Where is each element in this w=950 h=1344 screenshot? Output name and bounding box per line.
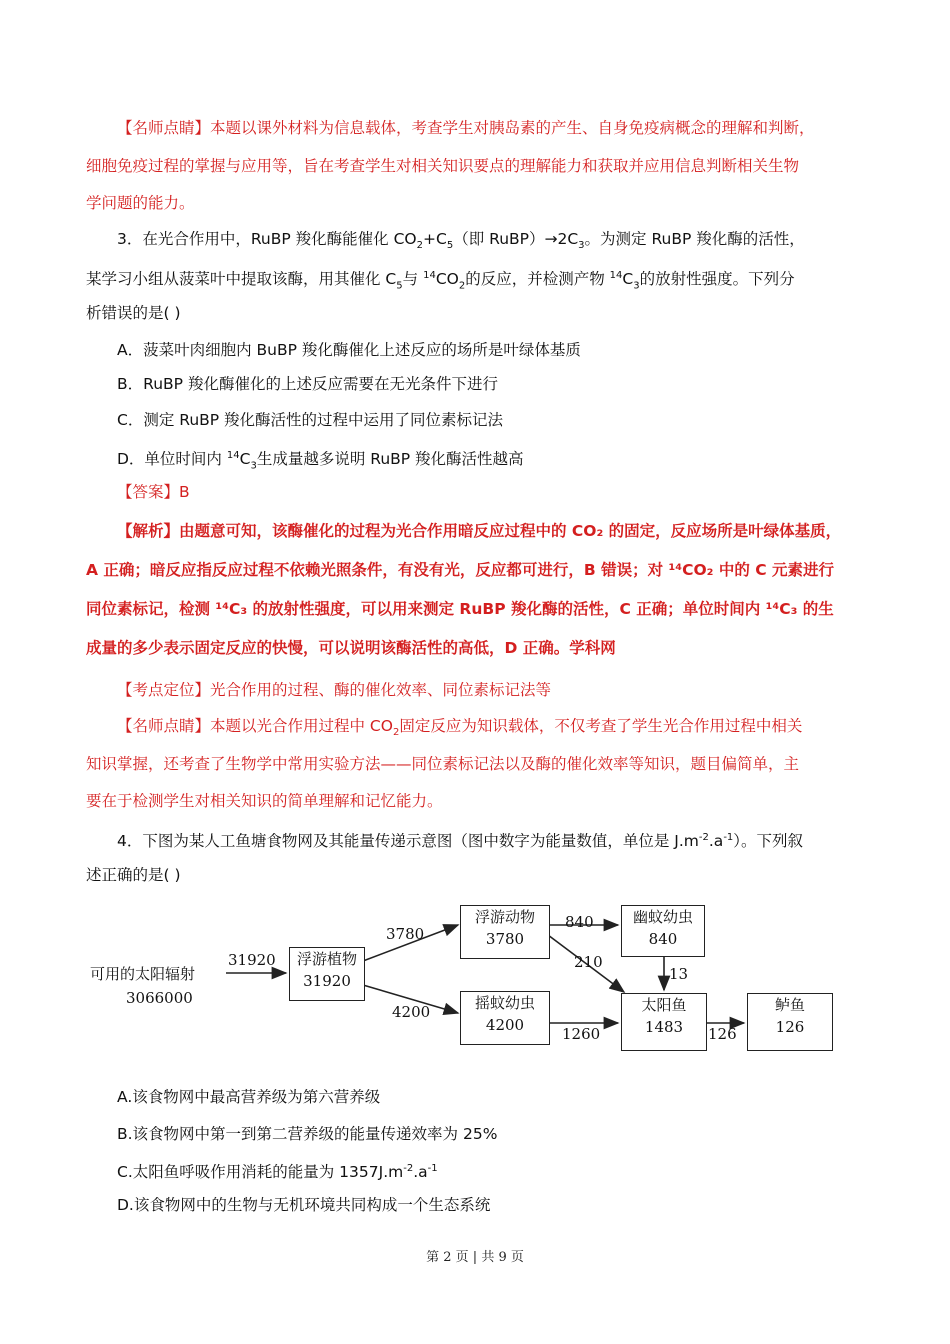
q4-option-c: C.太阳鱼呼吸作用消耗的能量为 $1357J.m^{-2}.a^{-1}$ [117,1163,438,1182]
mayfly-larva-name: 摇蚊幼虫 [474,994,535,1012]
q3-tip-line-1: 【名师点睛】本题以光合作用过程中 $CO_2$固定反应为知识载体，不仅考查了学生光合作用过程中相关 [117,717,803,739]
node-phytoplankton [289,947,365,1001]
page-footer: 第 2 页 | 共 9 页 [426,1250,524,1265]
q3-stem-line-2: 某学习小组从菠菜叶中提取该酶，用其催化 $C_5$与 $^{14}CO_2$的反应，并检测产物 $^{14}C_3$的放射性强度。下列分 [86,270,795,292]
edge-label-phyto-mayfly: 4200 [392,1003,431,1021]
prev-tip-line-1: 【名师点睛】本题以课外材料为信息载体，考查学生对胰岛素的产生、自身免疫病概念的理解和判断， [117,119,815,137]
edge-label-sun-phyto: 31920 [228,951,276,969]
perch-name: 鲈鱼 [774,996,805,1014]
q3-tip-line-2: 知识掌握，还考查了生物学中常用实验方法——同位素标记法以及酶的催化效率等知识，题目偏简单，主 [86,755,800,773]
node-damsel-larva [621,905,705,957]
phytoplankton-value: 31920 [303,972,351,990]
q3-tip-line-3: 要在于检测学生对相关知识的简单理解和记忆能力。 [86,792,443,810]
q3-analysis-line-1: 【解析】由题意可知，该酶催化的过程为光合作用暗反应过程中的 CO₂ 的固定，反应场所是叶绿体基质， [117,522,842,540]
sunfish-name: 太阳鱼 [641,996,687,1014]
food-web-diagram [86,895,856,1065]
perch-value: 126 [775,1018,805,1036]
edge-label-zoo-sunfish: 210 [574,953,603,971]
q4-option-a: A.该食物网中最高营养级为第六营养级 [117,1088,381,1106]
sun-radiation-label: 可用的太阳辐射 [90,965,196,983]
q4-option-b: B.该食物网中第一到第二营养级的能量传递效率为 25% [117,1125,498,1143]
q4-stem-line-1: 4．下图为某人工鱼塘食物网及其能量传递示意图（图中数字为能量数值，单位是 $J.m^{-2}.a^{-1}$）。下列叙 [117,832,804,851]
node-sunfish [621,993,707,1051]
edge-label-phyto-zoo: 3780 [386,925,425,943]
mayfly-larva-value: 4200 [485,1016,525,1034]
edge-label-damsel-sunfish: 13 [669,965,689,983]
q3-option-a: A．菠菜叶肉细胞内 BuBP 羧化酶催化上述反应的场所是叶绿体基质 [117,341,581,359]
edge-label-sunfish-perch: 126 [708,1025,737,1043]
sunfish-value: 1483 [644,1018,684,1036]
q3-analysis-line-3: 同位素标记，检测 ¹⁴C₃ 的放射性强度，可以用来测定 RuBP 羧化酶的活性，C 正确；单位时间内 ¹⁴C₃ 的生 [86,600,834,618]
damsel-larva-name: 幽蚊幼虫 [632,908,693,926]
zooplankton-value: 3780 [485,930,525,948]
q3-stem-line-1: 3．在光合作用中，RuBP 羧化酶能催化 $CO_2+C_5$（即 $RuBP)\to 2C_3$。为测定 RuBP 羧化酶的活性， [117,230,805,252]
node-mayfly-larva [460,991,550,1045]
q3-analysis-line-4: 成量的多少表示固定反应的快慢，可以说明该酶活性的高低，D 正确。学科网 [86,639,616,657]
edge-label-zoo-damsel: 840 [565,913,594,931]
edge-label-mayfly-sunfish: 1260 [562,1025,601,1043]
q3-option-d: D．单位时间内 $^{14}C_3$生成量越多说明 RuBP 羧化酶活性越高 [117,450,524,472]
prev-tip-line-2: 细胞免疫过程的掌握与应用等，旨在考查学生对相关知识要点的理解能力和获取并应用信息判断相关生物 [86,157,800,175]
q3-point: 【考点定位】光合作用的过程、酶的催化效率、同位素标记法等 [117,681,552,699]
q3-option-c: C．测定 RuBP 羧化酶活性的过程中运用了同位素标记法 [117,411,504,429]
q3-answer: 【答案】B [117,483,190,501]
node-perch [747,993,833,1051]
phytoplankton-name: 浮游植物 [296,950,357,968]
q4-option-d: D.该食物网中的生物与无机环境共同构成一个生态系统 [117,1196,491,1214]
q4-stem-line-2: 述正确的是( ) [86,866,181,884]
q3-stem-line-3: 析错误的是( ) [86,304,181,322]
node-zooplankton [460,905,550,959]
prev-tip-line-3: 学问题的能力。 [86,194,195,212]
q3-analysis-line-2: A 正确；暗反应指反应过程不依赖光照条件，有没有光，反应都可进行，B 错误；对 ¹⁴CO₂ 中的 C 元素进行 [86,561,834,579]
damsel-larva-value: 840 [648,930,678,948]
q3-option-b: B．RuBP 羧化酶催化的上述反应需要在无光条件下进行 [117,375,498,393]
zooplankton-name: 浮游动物 [474,908,535,926]
sun-radiation-value: 3066000 [126,989,193,1007]
